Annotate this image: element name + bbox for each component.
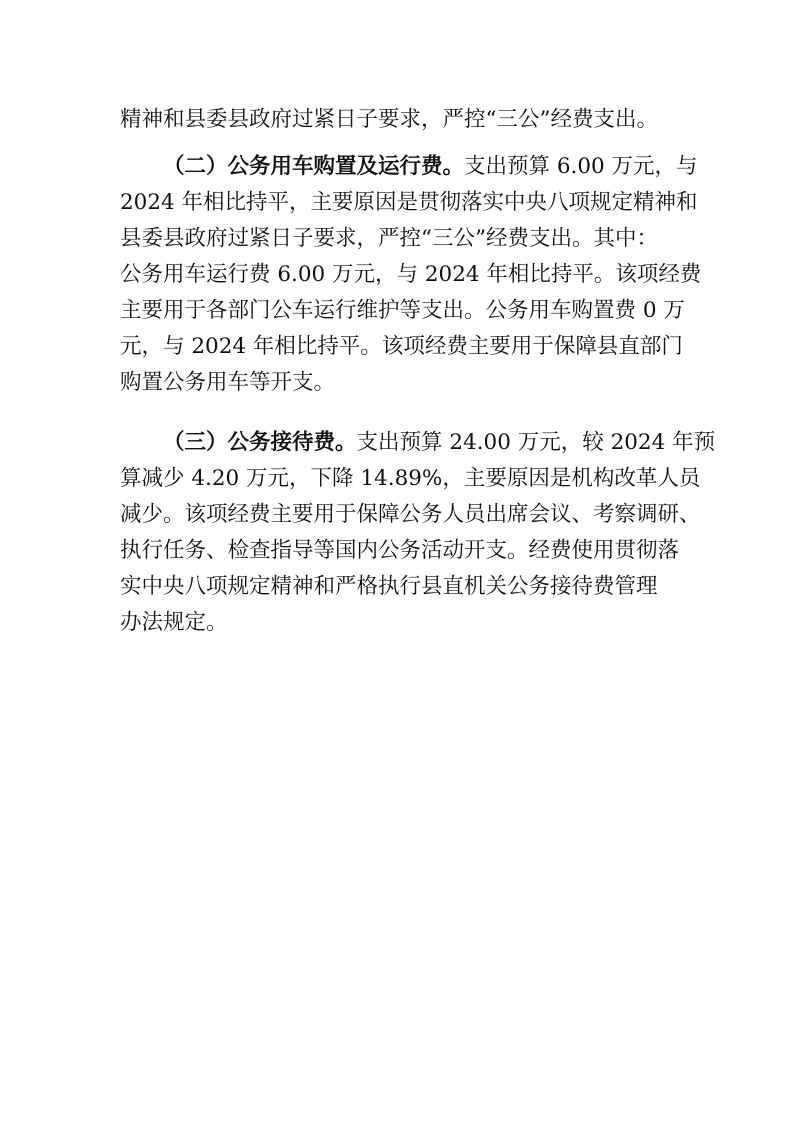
section-vehicle-line-3: 县委县政府过紧日子要求，严控“三公”经费支出。其中： (120, 226, 658, 251)
section-reception-line-2: 算减少 4.20 万元，下降 14.89%，主要原因是机构改革人员 (120, 466, 701, 491)
section-vehicle-first-line (120, 149, 698, 185)
section-vehicle-heading: （二）公务用车购置及运行费。 (163, 154, 465, 179)
section-vehicle-line-7: 购置公务用车等开支。 (120, 370, 336, 395)
section-vehicle-expenses (120, 149, 702, 401)
section-vehicle-line-6: 元，与 2024 年相比持平。该项经费主要用于保障县直部门 (120, 334, 683, 359)
continuation-line: 精神和县委县政府过紧日子要求，严控“三公”经费支出。 (120, 107, 658, 132)
section-reception-line-6: 办法规定。 (120, 610, 228, 635)
section-vehicle-line-4: 公务用车运行费 6.00 万元，与 2024 年相比持平。该项经费 (120, 262, 702, 287)
section-vehicle-line-2: 2024 年相比持平，主要原因是贯彻落实中央八项规定精神和 (120, 190, 698, 215)
section-reception-heading: （三）公务接待费。 (163, 430, 357, 455)
continuation-paragraph (120, 102, 676, 138)
section-reception-first-line (120, 425, 716, 461)
section-vehicle-line-1: 支出预算 6.00 万元，与 (464, 154, 698, 179)
section-vehicle-line-5: 主要用于各部门公车运行维护等支出。公务用车购置费 0 万 (120, 298, 685, 323)
section-reception-expenses (120, 425, 716, 641)
section-reception-line-5: 实中央八项规定精神和严格执行县直机关公务接待费管理 (120, 574, 658, 599)
section-reception-line-3: 减少。该项经费主要用于保障公务人员出席会议、考察调研、 (120, 502, 701, 527)
section-reception-line-1: 支出预算 24.00 万元，较 2024 年预 (356, 430, 716, 455)
section-reception-line-4: 执行任务、检查指导等国内公务活动开支。经费使用贯彻落 (120, 538, 680, 563)
